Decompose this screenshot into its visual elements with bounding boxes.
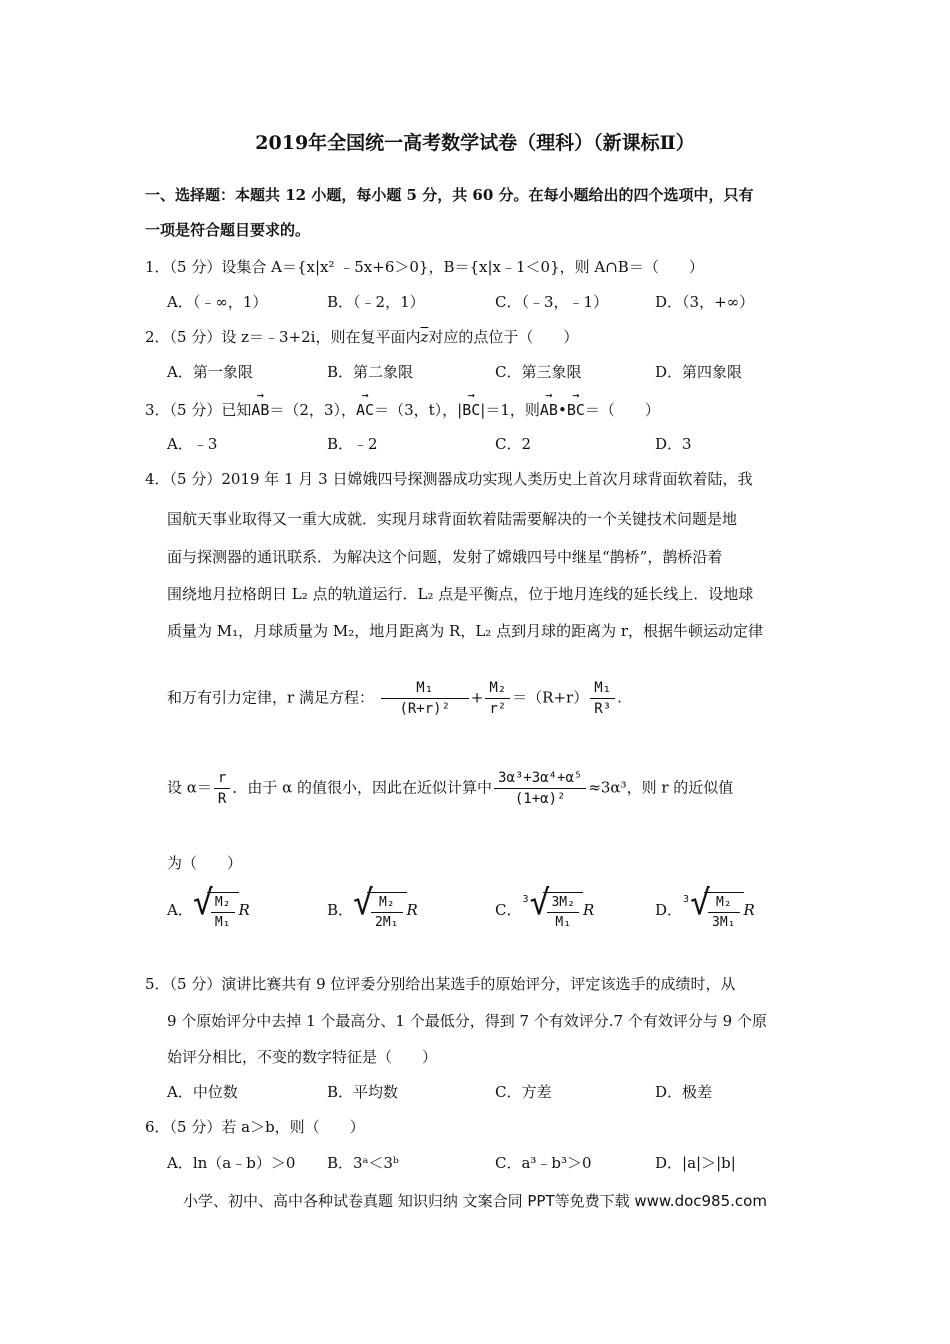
q4-alpha-end: ≈3α³，则 r 的近似值	[588, 778, 734, 797]
radical-sign-icon: √	[690, 883, 711, 923]
q3-p5: ＝（ ）	[584, 401, 660, 419]
q4-eq-end: .	[617, 688, 622, 707]
question-3	[145, 397, 660, 420]
q2-option-a: A．第一象限	[167, 363, 253, 381]
vector-ac: → AC	[356, 397, 374, 419]
q4-option-d	[655, 883, 755, 930]
question-4-line2: 国航天事业取得又一重大成就．实现月球背面软着陆需要解决的一个关键技术问题是地	[167, 510, 738, 528]
q5-option-d: D．极差	[655, 1083, 713, 1101]
question-2	[145, 326, 578, 347]
option-numerator: 3M₂	[547, 895, 578, 913]
option-denominator: M₁	[555, 915, 572, 930]
dot-operator: •	[557, 401, 567, 419]
q1-option-d: D．（3，+∞）	[655, 293, 755, 311]
q4-eq-mid: ＝（R+r）	[512, 688, 589, 707]
alpha-denominator: R	[217, 791, 227, 807]
root-index: 3	[522, 894, 529, 905]
question-5-line1: 5．（5 分）演讲比赛共有 9 位评委分别给出某选手的原始评分，评定该选手的成绩时，从	[145, 975, 736, 993]
f2-denominator: r²	[489, 701, 507, 717]
option-suffix: R	[238, 901, 250, 919]
option-denominator: M₁	[214, 915, 231, 930]
plus-sign: +	[470, 688, 484, 707]
q6-option-d: D．|a|＞|b|	[655, 1154, 736, 1172]
option-denominator: 3M₁	[712, 915, 736, 930]
expr-denominator: (1+α)²	[514, 791, 566, 807]
q2-prefix: 2．（5 分）设 z＝﹣3+2i，则在复平面内	[145, 328, 421, 346]
q4-option-a-label: A．	[167, 901, 193, 919]
section-heading-line1: 一、选择题：本题共 12 小题，每小题 5 分，共 60 分。在每小题给出的四个选项中，只有	[145, 186, 754, 204]
cbrt-expression	[522, 883, 582, 930]
q3-option-d: D．3	[655, 435, 692, 453]
q3-option-b: B．﹣2	[327, 435, 378, 453]
q4-equation-line	[167, 680, 622, 717]
q3-p2: ＝（2，3），	[269, 401, 357, 419]
f1-numerator: M₁	[381, 680, 469, 699]
f2-numerator: M₂	[485, 680, 510, 699]
radical-sign-icon: √	[353, 883, 374, 923]
vector-ab-2: → AB	[540, 397, 558, 419]
question-6: 6．（5 分）若 a＞b，则（ ）	[145, 1118, 365, 1136]
option-suffix: R	[743, 901, 755, 919]
q3-p3: ＝（3，t），|	[374, 401, 463, 419]
fraction-r-over-R	[214, 770, 230, 807]
q3-p1: 3．（5 分）已知	[145, 401, 252, 419]
q6-option-c: C．a³﹣b³＞0	[495, 1154, 592, 1172]
q4-option-d-label: D．	[655, 901, 683, 919]
option-numerator: M₂	[211, 895, 235, 913]
q6-option-b: B．3ᵃ＜3ᵇ	[327, 1154, 399, 1172]
radical-sign-icon: √	[529, 883, 550, 923]
question-4-line4: 围绕地月拉格朗日 L₂ 点的轨道运行．L₂ 点是平衡点，位于地月连线的延长线上．设地球	[167, 585, 754, 603]
q3-option-c: C．2	[495, 435, 532, 453]
q1-option-c: C．（﹣3，﹣1）	[495, 293, 609, 311]
q4-alpha-mid: ．由于 α 的值很小，因此在近似计算中	[232, 778, 493, 797]
section-heading-line2: 一项是符合题目要求的。	[145, 221, 311, 239]
q4-option-c	[495, 883, 595, 930]
question-5-line3: 始评分相比，不变的数字特征是（ ）	[167, 1048, 438, 1066]
q4-eq-prefix: 和万有引力定律，r 满足方程：	[167, 688, 374, 707]
root-index: 3	[683, 894, 690, 905]
page-title: 2019年全国统一高考数学试卷（理科）（新课标Ⅱ）	[255, 132, 695, 154]
question-4-line3: 面与探测器的通讯联系．为解决这个问题，发射了嫦娥四号中继星“鹊桥”，鹊桥沿着	[167, 548, 723, 566]
radical-sign-icon: √	[192, 883, 214, 923]
option-numerator: M₂	[708, 895, 739, 913]
footer-watermark-text: 小学、初中、高中各种试卷真题 知识归纳 文案合同 PPT等免费下载 www.doc985.com	[183, 1192, 767, 1210]
question-4-line1: 4．（5 分）2019 年 1 月 3 日嫦娥四号探测器成功实现人类历史上首次月球背面软着陆，我	[145, 470, 753, 488]
q5-option-c: C．方差	[495, 1083, 552, 1101]
option-suffix: R	[406, 901, 418, 919]
fraction-alpha-expression	[494, 770, 586, 807]
sqrt-expression	[192, 883, 239, 930]
q4-option-a	[167, 883, 250, 930]
q2-option-d: D．第四象限	[655, 363, 743, 381]
f3-numerator: M₁	[590, 680, 615, 699]
vector-bc-2: → BC	[567, 397, 585, 419]
alpha-numerator: r	[214, 770, 230, 789]
q5-option-b: B．平均数	[327, 1083, 399, 1101]
q3-p4: |＝1，则	[480, 401, 540, 419]
vector-bc: → BC	[462, 397, 480, 419]
question-4-line5: 质量为 M₁，月球质量为 M₂，地月距离为 R，L₂ 点到月球的距离为 r，根据牛顿运动定律	[167, 622, 764, 640]
fraction-m1-over-r-cubed	[590, 680, 615, 717]
q2-option-c: C．第三象限	[495, 363, 582, 381]
q2-suffix: 对应的点位于（ ）	[428, 328, 579, 346]
f1-denominator: (R+r)²	[399, 701, 451, 717]
vector-ab: → AB	[251, 397, 269, 419]
expr-numerator: 3α³+3α⁴+α⁵	[494, 770, 586, 789]
option-suffix: R	[582, 901, 595, 919]
sqrt-expression	[353, 883, 406, 930]
cbrt-expression	[683, 883, 743, 930]
question-1: 1．（5 分）设集合 A＝{x|x² ﹣5x+6＞0}，B＝{x|x﹣1＜0}，则 A∩B＝（ ）	[145, 258, 704, 276]
q4-alpha-line	[167, 770, 733, 807]
q3-option-a: A．﹣3	[167, 435, 218, 453]
f3-denominator: R³	[594, 701, 612, 717]
question-5-line2: 9 个原始评分中去掉 1 个最高分、1 个最低分，得到 7 个有效评分.7 个有效评分与 9 个原	[167, 1012, 767, 1030]
q4-option-c-label: C．	[495, 901, 522, 919]
q2-zbar: $\overline{z}$	[420, 328, 429, 346]
option-numerator: M₂	[371, 895, 402, 913]
q2-option-b: B．第二象限	[327, 363, 414, 381]
q6-option-a: A．ln（a﹣b）＞0	[167, 1154, 296, 1172]
fraction-m2-over-r-sq	[485, 680, 510, 717]
q4-alpha-prefix: 设 α＝	[167, 778, 212, 797]
q5-option-a: A．中位数	[167, 1083, 238, 1101]
q1-option-a: A．（﹣∞，1）	[167, 293, 268, 311]
q4-option-b	[327, 883, 418, 930]
fraction-m1-over-rplusr-sq	[381, 680, 469, 717]
q4-option-b-label: B．	[327, 901, 354, 919]
option-denominator: 2M₁	[375, 915, 399, 930]
q1-option-b: B．（﹣2，1）	[327, 293, 425, 311]
q4-tail: 为（ ）	[167, 854, 243, 872]
